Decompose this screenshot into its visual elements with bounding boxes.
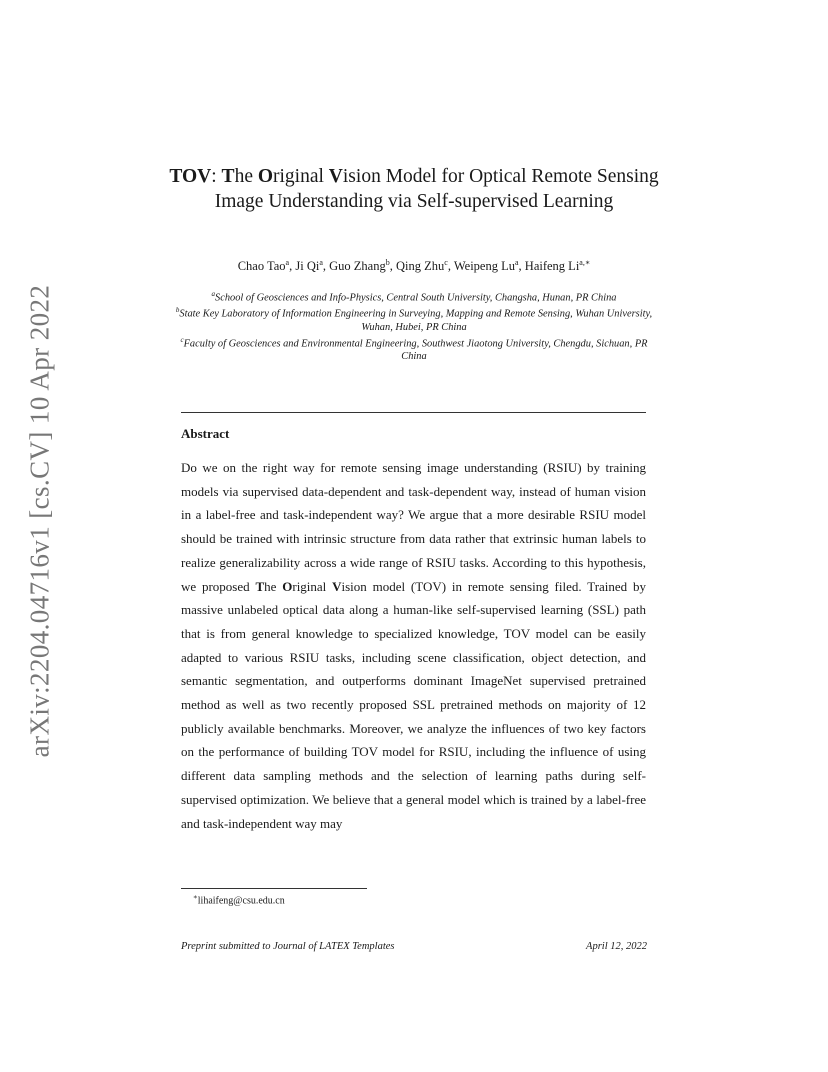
affiliation-text: State Key Laboratory of Information Engineering in Surveying, Mapping and Remote Sensing, Wuhan University, Wuhan, Hubei, PR China: [179, 308, 653, 333]
author-affil-mark: a,∗: [579, 258, 591, 267]
title-part: TOV: [169, 166, 212, 187]
abstract-text: V: [332, 578, 342, 594]
header-divider: [181, 412, 646, 413]
author-affil-mark: a: [285, 258, 290, 267]
affiliation-mark: a: [211, 290, 216, 298]
affiliation: [175, 334, 653, 363]
abstract-text: O: [282, 578, 293, 594]
affiliation: [175, 288, 653, 304]
author-name: Haifeng Li: [524, 259, 580, 274]
footnote-divider: [181, 888, 367, 889]
footnote: [193, 893, 285, 906]
title-part: O: [257, 166, 274, 187]
title-part: riginal: [273, 166, 329, 187]
author-name: Chao Tao: [237, 259, 286, 274]
abstract-text: riginal: [292, 578, 333, 594]
title-part: T: [221, 166, 235, 187]
arxiv-identifier: arXiv:2204.04716v1 [cs.CV] 10 Apr 2022: [24, 284, 55, 758]
arxiv-side-stamp: [20, 286, 60, 756]
title-part: :: [211, 166, 222, 187]
abstract-text: he: [264, 578, 283, 594]
title-part: he: [234, 166, 258, 187]
abstract-text: T: [255, 578, 265, 594]
affiliation-mark: b: [175, 306, 180, 315]
title-part: V: [328, 166, 343, 187]
title-part: ision Model for Optical Remote Sensing Image Understanding via Self-supervised Learning: [214, 166, 659, 212]
abstract-text: Do we on the right way for remote sensing image understanding (RSIU) by training models via supervised data-dependent and task-dependent way, instead of human vision in a label-free and task-independent way? We argue that a more desirable RSIU model should be trained with intrinsic structure from data rather that extrinsic human labels to realize generalizability across a wide range of RSIU tasks. According to this hypothesis, we proposed: [181, 460, 646, 594]
author-affil-mark: a: [319, 258, 323, 267]
author-name: Ji Qi: [295, 259, 320, 274]
affiliation-list: [175, 288, 653, 363]
footer-date: April 12, 2022: [586, 941, 647, 952]
author-name: Qing Zhu: [395, 259, 445, 274]
paper-title: [150, 164, 678, 214]
preprint-note: Preprint submitted to Journal of LATEX Templates: [181, 941, 395, 952]
author-affil-mark: c: [444, 258, 448, 267]
author-name: Guo Zhang: [329, 259, 386, 274]
author-name: Weipeng Lu: [453, 259, 515, 274]
footnote-mark: ∗: [193, 893, 198, 901]
abstract-body: [181, 456, 646, 835]
affiliation: [175, 304, 653, 333]
abstract-text: ision model (TOV) in remote sensing filed. Trained by massive unlabeled optical data along a human-like self-supervised learning (SSL) path that is from general knowledge to specialized knowledge, TOV model can be easily adapted to various RSIU tasks, including scene classification, object detection, and semantic segmentation, and outperforms dominant ImageNet supervised pretrained method as well as two recently proposed SSL pretrained methods on majority of 12 publicly available benchmarks. Moreover, we analyze the influences of two key factors on the performance of building TOV model for RSIU, including the influence of using different data sampling methods and the selection of learning paths during self-supervised optimization. We believe that a general model which is trained by a label-free and task-independent way may: [181, 578, 646, 831]
affiliation-text: School of Geosciences and Info-Physics, Central South University, Changsha, Hunan, PR China: [215, 292, 617, 304]
author-affil-mark: b: [385, 258, 390, 267]
author-affil-mark: a: [514, 258, 519, 267]
abstract-heading: Abstract: [181, 426, 230, 441]
footnote-email: lihaifeng@csu.edu.cn: [197, 895, 285, 907]
author-list: Chao Tao$^a$, Ji Qi$^a$, Guo Zhang$^b$, Qing Zhu$^c$, Weipeng Lu$^a$, Haifeng $Li^{a,∗}$: [237, 258, 591, 274]
affiliation-mark: c: [180, 335, 184, 344]
affiliation-text: Faculty of Geosciences and Environmental Engineering, Southwest Jiaotong University, Chengdu, Sichuan, PR China: [183, 338, 648, 363]
